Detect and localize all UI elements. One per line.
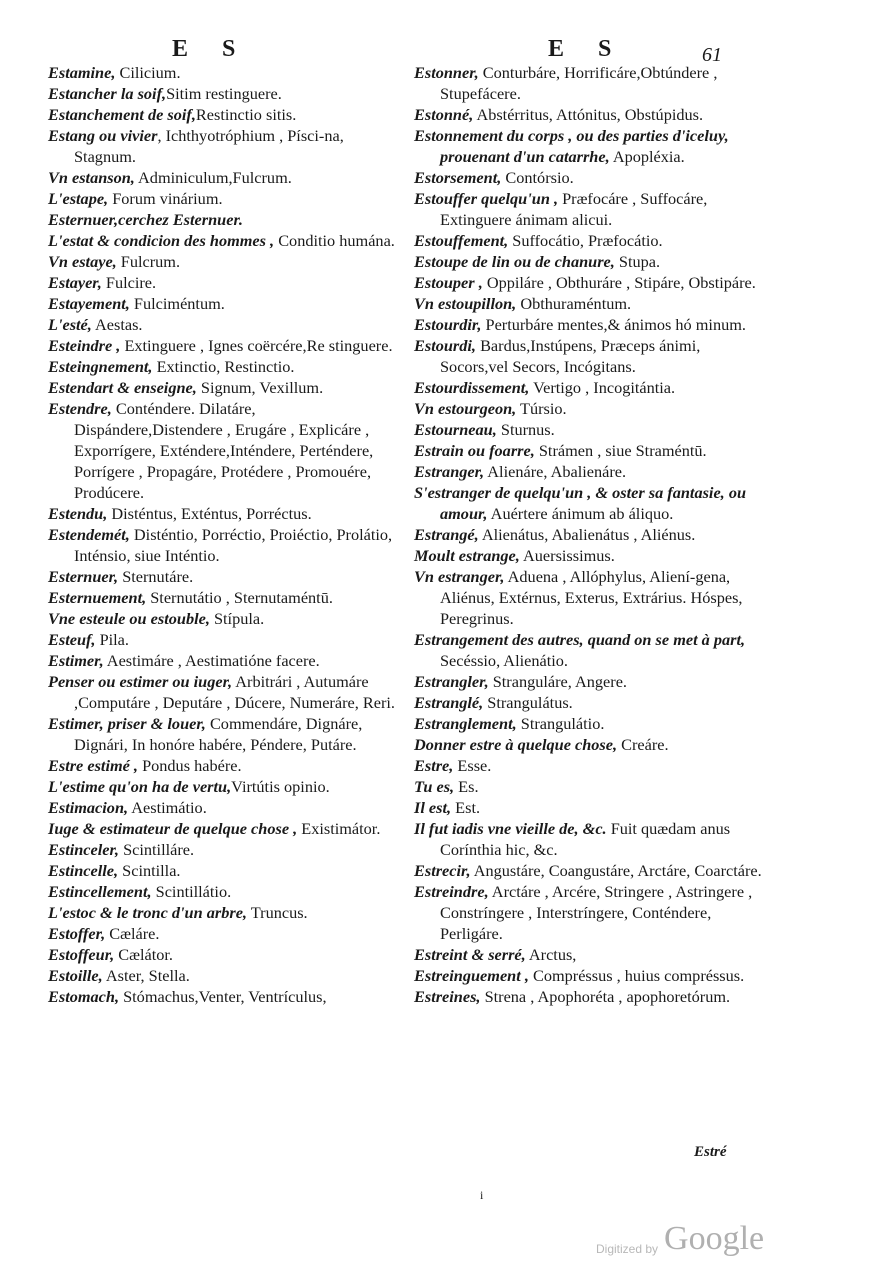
left-column <box>48 62 400 1007</box>
dictionary-entry <box>48 503 400 524</box>
dictionary-entry <box>48 650 400 671</box>
dictionary-entry <box>48 398 400 503</box>
dictionary-entry <box>48 83 400 104</box>
entry-headword: S'estranger de quelqu'un , & oster sa fantasie, ou amour, <box>414 483 747 523</box>
entry-latin: Cilicium. <box>115 63 181 82</box>
entry-latin: Adminiculum,Fulcrum. <box>134 168 292 187</box>
entry-latin: Stómachus,Venter, Ventrículus, <box>119 987 327 1006</box>
dictionary-entry <box>414 692 772 713</box>
entry-latin: Disténtus, Exténtus, Porréctus. <box>107 504 312 523</box>
entry-headword: Estendre, <box>48 399 112 418</box>
entry-headword: Penser ou estimer ou iuger, <box>48 672 233 691</box>
dictionary-entry <box>48 314 400 335</box>
entry-headword: Estrangement des autres, quand on se met à part, <box>414 630 746 649</box>
entry-latin: Conturbáre, Horrificáre,Obtúndere , Stupefácere. <box>440 63 718 103</box>
entry-headword: Estayement, <box>48 294 130 313</box>
entry-headword: L'estime qu'on ha de vertu, <box>48 777 232 796</box>
entry-latin: Creáre. <box>617 735 669 754</box>
dictionary-entry <box>48 293 400 314</box>
dictionary-entry <box>414 524 772 545</box>
dictionary-entry <box>414 671 772 692</box>
dictionary-entry <box>414 776 772 797</box>
entry-headword: Estanchement de soif, <box>48 105 196 124</box>
entry-latin: Scintilla. <box>118 861 181 880</box>
entry-latin: Angustáre, Coangustáre, Arctáre, Coarctáre. <box>470 861 762 880</box>
dictionary-entry <box>414 986 772 1007</box>
dictionary-entry <box>48 209 400 230</box>
page-number: 61 <box>702 44 722 66</box>
entry-latin: Es. <box>454 777 479 796</box>
dictionary-entry <box>48 797 400 818</box>
dictionary-entry <box>414 818 772 860</box>
entry-headword: Estonner, <box>414 63 479 82</box>
entry-latin: Auértere ánimum ab áliquo. <box>487 504 674 523</box>
entry-headword: Estreindre, <box>414 882 489 901</box>
entry-latin: Túrsio. <box>516 399 567 418</box>
entry-headword: Esternuer,cerchez Esternuer. <box>48 210 243 229</box>
entry-headword: Estrecir, <box>414 861 471 880</box>
entry-headword: Vn estoupillon, <box>414 294 517 313</box>
dictionary-entry <box>48 524 400 566</box>
entry-headword: Estomach, <box>48 987 120 1006</box>
entry-headword: Vn estourgeon, <box>414 399 517 418</box>
dictionary-entry <box>48 62 400 83</box>
entry-headword: Esteingnement, <box>48 357 153 376</box>
entry-latin: Conténdere. Dilatáre, Dispándere,Distendere , Erugáre , Explicáre , Exporrígere, Exténdere,Inténdere, Perténdere, Porrígere , Propagáre, Protédere , Promouére, Prodúcere. <box>74 399 374 502</box>
dictionary-entry <box>414 167 772 188</box>
entry-latin: Stranguláre, Angere. <box>488 672 627 691</box>
entry-latin: Sternutátio , Sternutaméntū. <box>146 588 333 607</box>
entry-latin: Strena , Apophoréta , apophoretórum. <box>480 987 731 1006</box>
dictionary-entry <box>414 440 772 461</box>
dictionary-entry <box>48 335 400 356</box>
entry-headword: Esternuement, <box>48 588 147 607</box>
entry-headword: Estamine, <box>48 63 116 82</box>
dictionary-entry <box>48 818 400 839</box>
entry-latin: Stupa. <box>614 252 661 271</box>
dictionary-entry <box>48 671 400 713</box>
entry-latin: Cælátor. <box>114 945 173 964</box>
google-logo: Google <box>664 1220 765 1257</box>
entry-headword: Estendemét, <box>48 525 130 544</box>
dictionary-entry <box>48 125 400 167</box>
dictionary-entry <box>48 923 400 944</box>
dictionary-entry <box>414 188 772 230</box>
entry-headword: Estoupe de lin ou de chanure, <box>414 252 615 271</box>
entry-headword: Vn estanson, <box>48 168 135 187</box>
entry-latin: Commendáre, Dignáre, Dignári, In honóre habére, Péndere, Putáre. <box>74 714 363 754</box>
entry-latin: Arctus, <box>525 945 577 964</box>
entry-headword: Estang ou vivier <box>48 126 158 145</box>
entry-latin: Vertigo , Incogitántia. <box>529 378 676 397</box>
dictionary-entry <box>48 776 400 797</box>
entry-headword: L'estat & condicion des hommes , <box>48 231 275 250</box>
entry-latin: Truncus. <box>247 903 308 922</box>
dictionary-entry <box>48 755 400 776</box>
dictionary-entry <box>48 230 400 251</box>
entry-headword: Vn estaye, <box>48 252 117 271</box>
entry-headword: L'esté, <box>48 315 92 334</box>
entry-headword: Estonnement du corps , ou des parties d'iceluy, prouenant d'un catarrhe, <box>414 126 729 166</box>
dictionary-entry <box>48 272 400 293</box>
entry-latin: Forum vinárium. <box>108 189 223 208</box>
entry-latin: Extinguere , Ignes coërcére,Re stinguere. <box>120 336 393 355</box>
entry-headword: Estancher la soif, <box>48 84 167 103</box>
dictionary-entry <box>48 965 400 986</box>
entry-headword: Estendu, <box>48 504 108 523</box>
entry-latin: Compréssus , huius compréssus. <box>528 966 745 985</box>
entry-headword: Estrangler, <box>414 672 489 691</box>
entry-latin: Abstérritus, Attónitus, Obstúpidus. <box>473 105 704 124</box>
entry-headword: Esteindre , <box>48 336 121 355</box>
entry-headword: Vne esteule ou estouble, <box>48 609 210 628</box>
entry-headword: L'estape, <box>48 189 109 208</box>
entry-latin: Est. <box>451 798 481 817</box>
entry-latin: Strangulátio. <box>516 714 605 733</box>
entry-latin: Virtútis opinio. <box>231 777 330 796</box>
dictionary-entry <box>414 272 772 293</box>
entry-headword: Estinceler, <box>48 840 120 859</box>
entry-latin: Aestimátio. <box>128 798 207 817</box>
entry-latin: Aster, Stella. <box>102 966 190 985</box>
entry-headword: Estourdir, <box>414 315 482 334</box>
dictionary-entry <box>48 251 400 272</box>
entry-headword: Estoffeur, <box>48 945 115 964</box>
dictionary-entry <box>48 104 400 125</box>
entry-headword: Estourneau, <box>414 420 497 439</box>
dictionary-entry <box>48 860 400 881</box>
entry-headword: Estoille, <box>48 966 103 985</box>
entry-latin: Strangulátus. <box>483 693 573 712</box>
entry-headword: Estreint & serré, <box>414 945 526 964</box>
digitized-watermark <box>596 1222 764 1256</box>
entry-headword: Estre estimé , <box>48 756 138 775</box>
entry-latin: Extinctio, Restinctio. <box>152 357 295 376</box>
dictionary-entry <box>414 797 772 818</box>
right-column <box>414 62 772 1007</box>
entry-headword: Estouffement, <box>414 231 509 250</box>
dictionary-entry <box>414 881 772 944</box>
entry-latin: Strámen , siue Straméntū. <box>534 441 707 460</box>
entry-latin: Pondus habére. <box>138 756 242 775</box>
entry-headword: Estimer, <box>48 651 104 670</box>
running-head-right: E S <box>548 36 626 62</box>
dictionary-entry <box>48 902 400 923</box>
entry-latin: Aestimáre , Aestimatióne facere. <box>103 651 320 670</box>
entry-latin: Arbitrári , Autumáre ,Computáre , Deputáre , Dúcere, Numeráre, Reri. <box>74 672 395 712</box>
entry-headword: Estre, <box>414 756 454 775</box>
entry-headword: Esternuer, <box>48 567 119 586</box>
dictionary-entry <box>48 629 400 650</box>
dictionary-entry <box>414 62 772 104</box>
entry-latin: Suffocátio, Præfocátio. <box>508 231 663 250</box>
entry-headword: Estrangé, <box>414 525 479 544</box>
entry-latin: Sitim restinguere. <box>166 84 282 103</box>
entry-headword: Estincellement, <box>48 882 152 901</box>
running-head-left: E S <box>172 36 250 62</box>
entry-headword: Estouffer quelqu'un , <box>414 189 559 208</box>
entry-latin: Fulciméntum. <box>129 294 225 313</box>
dictionary-entry <box>414 461 772 482</box>
dictionary-entry <box>414 944 772 965</box>
entry-latin: Signum, Vexillum. <box>196 378 324 397</box>
dictionary-entry <box>414 860 772 881</box>
entry-latin: Fuit quædam anus Corínthia hic, &c. <box>440 819 731 859</box>
entry-headword: Estimer, priser & louer, <box>48 714 206 733</box>
entry-latin: Restinctio sitis. <box>195 105 297 124</box>
entry-headword: Estendart & enseigne, <box>48 378 197 397</box>
dictionary-entry <box>48 566 400 587</box>
entry-latin: Conditio humána. <box>274 231 395 250</box>
catchword: Estré <box>694 1144 727 1160</box>
dictionary-entry <box>414 482 772 524</box>
entry-latin: Pila. <box>95 630 129 649</box>
entry-latin: Bardus,Instúpens, Præceps ánimi, Socors,vel Secors, Incógitans. <box>440 336 701 376</box>
entry-headword: Estranger, <box>414 462 485 481</box>
dictionary-entry <box>414 755 772 776</box>
entry-headword: Tu es, <box>414 777 455 796</box>
entry-headword: Estoffer, <box>48 924 106 943</box>
signature-mark: i <box>480 1188 484 1202</box>
dictionary-entry <box>48 377 400 398</box>
dictionary-entry <box>414 734 772 755</box>
dictionary-entry <box>48 188 400 209</box>
entry-latin: Arctáre , Arcére, Stringere , Astringere , Constríngere , Interstríngere, Conténdere, Perligáre. <box>440 882 753 943</box>
dictionary-entry <box>414 377 772 398</box>
entry-latin: Secéssio, Alienátio. <box>440 651 568 670</box>
entry-latin: Fulcrum. <box>116 252 181 271</box>
entry-latin: Esse. <box>453 756 492 775</box>
dictionary-entry <box>414 125 772 167</box>
dictionary-entry <box>48 839 400 860</box>
dictionary-entry <box>414 566 772 629</box>
entry-headword: Iuge & estimateur de quelque chose , <box>48 819 298 838</box>
entry-headword: Estonné, <box>414 105 474 124</box>
dictionary-entry <box>414 335 772 377</box>
entry-latin: Apopléxia. <box>609 147 685 166</box>
dictionary-entry <box>414 713 772 734</box>
entry-headword: Estreines, <box>414 987 481 1006</box>
entry-latin: Auersissimus. <box>519 546 615 565</box>
entry-latin: Aduena , Allóphylus, Aliení-gena, Aliénus, Extérnus, Exterus, Extrárius. Hóspes, Peregrinus. <box>440 567 743 628</box>
dictionary-entry <box>48 356 400 377</box>
entry-latin: Obthuraméntum. <box>516 294 632 313</box>
entry-latin: Scintilláre. <box>119 840 195 859</box>
entry-latin: Sternutáre. <box>118 567 194 586</box>
entry-latin: , Ichthyotróphium , Písci-na, Stagnum. <box>74 126 344 166</box>
entry-headword: Estayer, <box>48 273 102 292</box>
entry-headword: Esteuf, <box>48 630 96 649</box>
entry-headword: Il est, <box>414 798 452 817</box>
dictionary-entry <box>414 251 772 272</box>
entry-latin: Sturnus. <box>496 420 555 439</box>
entry-headword: Il fut iadis vne vieille de, &c. <box>414 819 607 838</box>
entry-latin: Scintillátio. <box>151 882 232 901</box>
entry-latin: Cæláre. <box>105 924 160 943</box>
entry-latin: Stípula. <box>209 609 265 628</box>
entry-headword: Estreinguement , <box>414 966 529 985</box>
dictionary-entry <box>414 314 772 335</box>
entry-headword: Estranglement, <box>414 714 517 733</box>
entry-headword: Estincelle, <box>48 861 119 880</box>
entry-latin: Disténtio, Porréctio, Proiéctio, Prolátio, Inténsio, siue Inténtio. <box>74 525 393 565</box>
dictionary-entry <box>48 881 400 902</box>
entry-latin: Perturbáre mentes,& ánimos hó minum. <box>481 315 746 334</box>
dictionary-entry <box>48 944 400 965</box>
dictionary-entry <box>414 293 772 314</box>
entry-headword: Vn estranger, <box>414 567 505 586</box>
dictionary-entry <box>48 713 400 755</box>
entry-headword: L'estoc & le tronc d'un arbre, <box>48 903 247 922</box>
entry-latin: Contórsio. <box>501 168 574 187</box>
dictionary-entry <box>414 965 772 986</box>
entry-latin: Fulcire. <box>101 273 157 292</box>
dictionary-entry <box>414 629 772 671</box>
entry-headword: Estranglé, <box>414 693 484 712</box>
entry-latin: Alienátus, Abalienátus , Aliénus. <box>478 525 696 544</box>
entry-headword: Moult estrange, <box>414 546 520 565</box>
entry-latin: Oppiláre , Obthuráre , Stipáre, Obstipáre. <box>482 273 756 292</box>
digitized-prefix: Digitized by <box>596 1242 659 1256</box>
dictionary-entry <box>48 608 400 629</box>
dictionary-entry <box>48 587 400 608</box>
entry-headword: Estourdissement, <box>414 378 530 397</box>
entry-headword: Estimacion, <box>48 798 129 817</box>
entry-latin: Existimátor. <box>297 819 381 838</box>
dictionary-entry <box>48 986 400 1007</box>
entry-latin: Alienáre, Abalienáre. <box>484 462 627 481</box>
entry-headword: Estouper , <box>414 273 483 292</box>
entry-headword: Estourdi, <box>414 336 476 355</box>
dictionary-entry <box>48 167 400 188</box>
entry-headword: Donner estre à quelque chose, <box>414 735 618 754</box>
entry-headword: Estorsement, <box>414 168 502 187</box>
entry-headword: Estrain ou foarre, <box>414 441 535 460</box>
dictionary-entry <box>414 545 772 566</box>
dictionary-entry <box>414 230 772 251</box>
dictionary-entry <box>414 398 772 419</box>
dictionary-entry <box>414 104 772 125</box>
dictionary-entry <box>414 419 772 440</box>
entry-latin: Aestas. <box>91 315 143 334</box>
entry-latin: Præfocáre , Suffocáre, Extinguere ánimam alicui. <box>440 189 708 229</box>
